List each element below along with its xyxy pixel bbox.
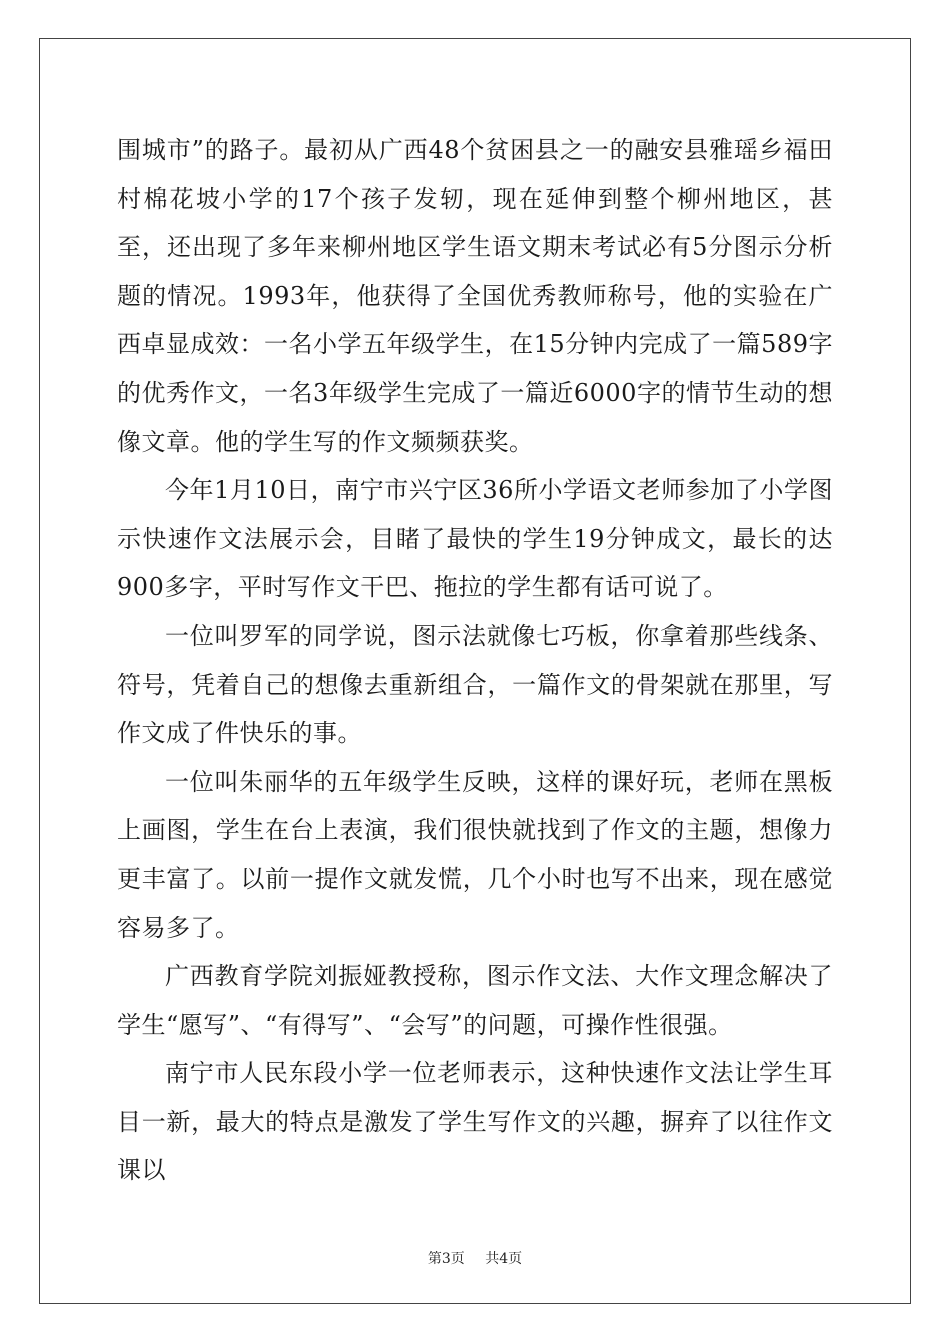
- paragraph-6: 南宁市人民东段小学一位老师表示，这种快速作文法让学生耳目一新，最大的特点是激发了学生写作文的兴趣，摒弃了以往作文课以: [117, 1059, 833, 1185]
- paragraph-3: 一位叫罗军的同学说，图示法就像七巧板，你拿着那些线条、符号，凭着自己的想像去重新组合，一篇作文的骨架就在那里，写作文成了件快乐的事。: [117, 621, 833, 748]
- paragraph-1: 围城市”的路子。最初从广西48个贫困县之一的融安县雅瑶乡福田村棉花坡小学的17个孩子发轫，现在延伸到整个柳州地区，甚至，还出现了多年来柳州地区学生语文期末考试必有5分图示分析题的情况。1993年，他获得了全国优秀教师称号，他的实验在广西卓显成效：一名小学五年级学生，在15分钟内完成了一篇589字的优秀作文，一名3年级学生完成了一篇近6000字的情节生动的想像文章。他的学生写的作文频频获奖。: [117, 136, 833, 456]
- paragraph-4: 一位叫朱丽华的五年级学生反映，这样的课好玩，老师在黑板上画图，学生在台上表演，我们很快就找到了作文的主题，想像力更丰富了。以前一提作文就发慌，几个小时也写不出来，现在感觉容易多了。: [117, 767, 833, 942]
- page-footer: [0, 1248, 950, 1268]
- page-total: 共4页: [485, 1251, 523, 1267]
- paragraph-5: 广西教育学院刘振娅教授称，图示作文法、大作文理念解决了学生“愿写”、“有得写”、“会写”的问题，可操作性很强。: [117, 962, 833, 1039]
- document-body: [117, 126, 833, 1195]
- paragraph-2: 今年1月10日，南宁市兴宁区36所小学语文老师参加了小学图示快速作文法展示会，目睹了最快的学生19分钟成文，最长的达900多字，平时写作文干巴、拖拉的学生都有话可说了。: [117, 476, 833, 602]
- page-number: 第3页: [427, 1251, 465, 1267]
